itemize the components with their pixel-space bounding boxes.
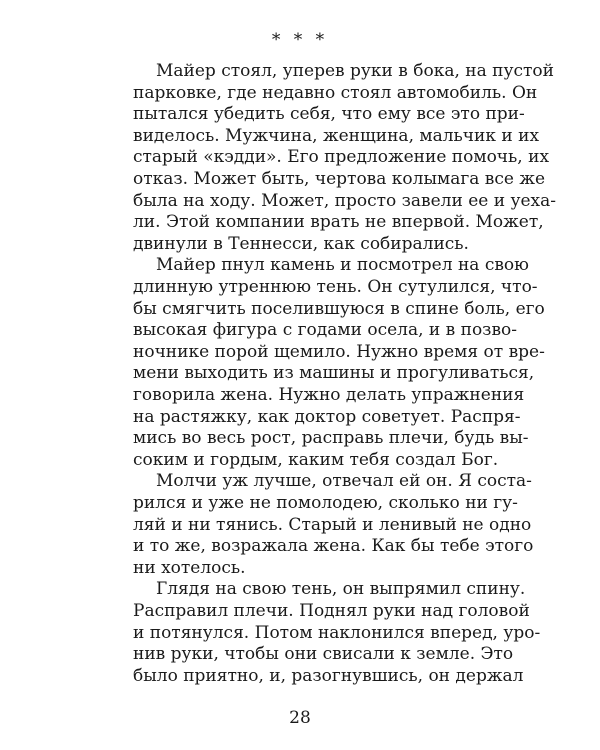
text-line: нив руки, чтобы они свисали к земле. Это: [133, 644, 514, 665]
text-line: соким и гордым, каким тебя создал Бог.: [133, 449, 499, 470]
text-line: Майер стоял, уперев руки в бока, на пустой: [156, 61, 554, 81]
text-line: и то же, возражала жена. Как бы тебе этого: [133, 536, 534, 557]
text-line: виделось. Мужчина, женщина, мальчик и их: [133, 125, 540, 146]
text-line: Майер пнул камень и посмотрел на свою: [156, 255, 529, 276]
text-line: старый «кэдди». Его предложение помочь, их: [133, 147, 550, 168]
text-line: Глядя на свою тень, он выпрямил спину.: [156, 579, 526, 600]
text-line: ляй и ни тянись. Старый и ленивый не одно: [133, 514, 532, 535]
text-line: Молчи уж лучше, отвечал ей он. Я соста-: [156, 471, 532, 492]
text-line: было приятно, и, разогнувшись, он держал: [133, 665, 524, 686]
text-line: отказ. Может быть, чертова колымага все же: [133, 169, 546, 189]
text-line: ночнике порой щемило. Нужно время от вре-: [133, 341, 545, 362]
text-line: говорила жена. Нужно делать упражнения: [133, 385, 525, 405]
text-line: на растяжку, как доктор советует. Распря-: [133, 406, 521, 427]
text-line: и потянулся. Потом наклонился вперед, уро-: [133, 622, 541, 643]
text-line: двинули в Теннесси, как собирались.: [133, 233, 469, 254]
text-line: ни хотелось.: [133, 557, 246, 578]
page-number: 28: [289, 708, 311, 728]
text-line: мись во весь рост, расправь плечи, будь вы-: [133, 428, 529, 449]
text-line: пытался убедить себя, что ему все это при-: [133, 104, 525, 125]
text-line: парковке, где недавно стоял автомобиль. Он: [133, 82, 538, 103]
text-line: длинную утреннюю тень. Он сутулился, что-: [133, 277, 538, 297]
text-line: бы смягчить поселившуюся в спине боль, его: [133, 298, 545, 319]
text-line: мени выходить из машины и прогуливаться,: [133, 363, 535, 384]
text-line: рился и уже не помолодею, сколько ни гу-: [133, 493, 518, 513]
text-line: ли. Этой компании врать не впервой. Может,: [133, 212, 544, 233]
text-line: была на ходу. Может, просто завели ее и уеха-: [133, 190, 556, 211]
text-line: Расправил плечи. Поднял руки над головой: [133, 601, 530, 621]
text-line: высокая фигура с годами осела, и в позво-: [133, 320, 517, 341]
section-divider: * * *: [271, 30, 329, 50]
